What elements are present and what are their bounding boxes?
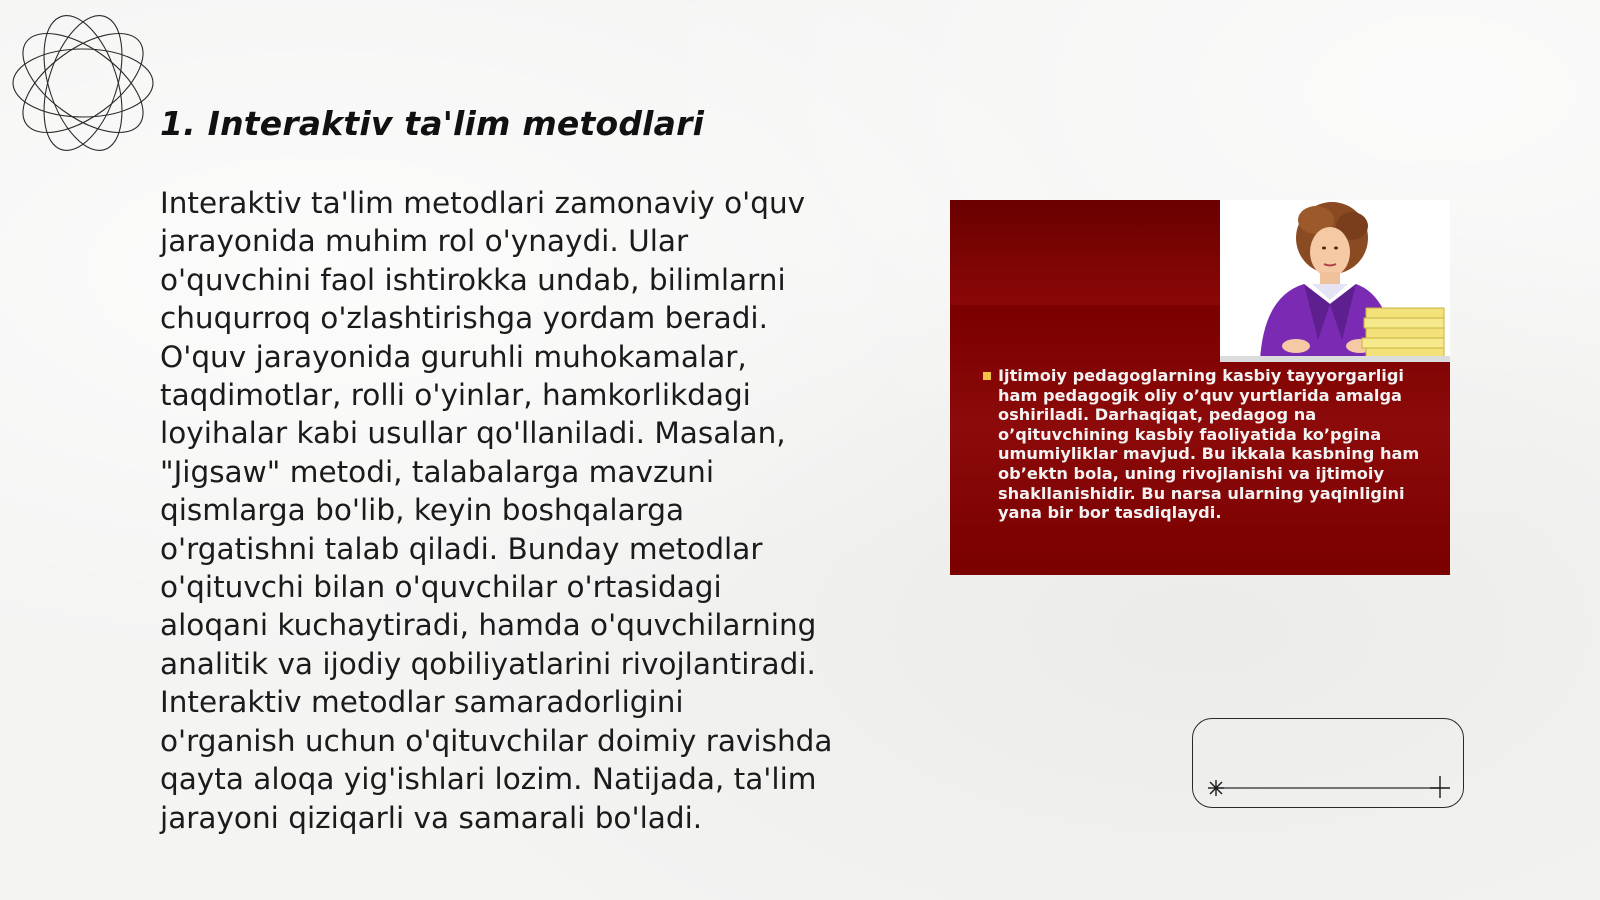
teacher-at-desk-clipart xyxy=(1220,200,1450,362)
picture-bullet xyxy=(983,372,991,380)
slide-title: 1. Interaktiv ta'lim metodlari xyxy=(160,104,705,143)
slide-body-text: Interaktiv ta'lim metodlari zamonaviy o'quv jarayonida muhim rol o'ynaydi. Ular o'quvchini faol ishtirokka undab, bilimlarni chuqurroq o'zlashtirishga yordam beradi. O'quv jarayonida guruhli muhokamalar, taqdimotlar, rolli o'yinlar, hamkorlikdagi loyihalar kabi usullar qo'llaniladi. Masalan, "Jigsaw" metodi, talabalarga mavzuni qismlarga bo'lib, keyin boshqalarga o'rgatishni talab qiladi. Bunday metodlar o'qituvchi bilan o'quvchilar o'rtasidagi aloqani kuchaytiradi, hamda o'quvchilarning analitik va ijodiy qobiliyatlarini rivojlantiradi. Interaktiv metodlar samaradorligini o'rganish uchun o'qituvchilar doimiy ravishda qayta aloqa yig'ishlari lozim. Natijada, ta'lim jarayoni qiziqarli va samarali bo'ladi. xyxy=(160,186,833,835)
picture-caption-text: Ijtimoiy pedagoglarning kasbiy tayyorgarligi ham pedagogik oliy o’quv yurtlarida amalga oshiriladi. Darhaqiqat, pedagog na o’qituvchining kasbiy faoliyatida ko’pgina umumiyliklar mavjud. Bu ikkala kasbning ham ob’ektn bola, uning rivojlanishi va ijtimoiy shakllanishidir. Bu narsa ularning yaqinligini yana bir bor tasdiqlaydi. xyxy=(998,366,1420,523)
plus-star-icon xyxy=(1430,776,1450,798)
sparkle-icon xyxy=(1208,780,1224,796)
slide-picture xyxy=(950,200,1450,575)
interlocking-circles-icon xyxy=(10,10,156,156)
picture-dark-band xyxy=(950,200,1220,305)
navigation-line xyxy=(1202,768,1460,798)
